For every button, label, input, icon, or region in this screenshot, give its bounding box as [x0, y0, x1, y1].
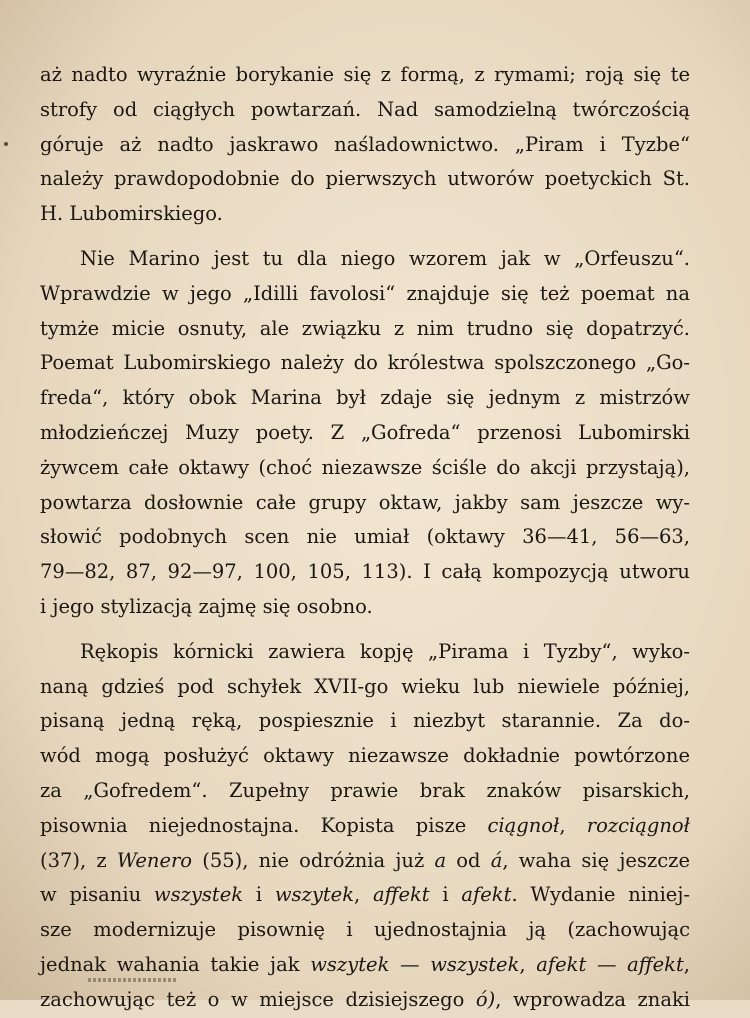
paragraph-1 [40, 58, 690, 232]
text-line: wód mogą posłużyć oktawy niezawsze dokładnie powtórzone [40, 744, 690, 768]
text-line [40, 809, 690, 844]
text-line: za „Gofredem“. Zupełny prawie brak znaków pisarskich, [40, 778, 690, 802]
text-line [40, 878, 690, 913]
text-run: , [683, 952, 690, 976]
italic-run: afekt — affekt [536, 952, 684, 976]
text-run: od [446, 848, 491, 872]
italic-run: affekt [373, 883, 430, 907]
page-edge-rule [88, 978, 176, 982]
body-text [40, 58, 690, 1018]
text-line: strofy od ciągłych powtarzań. Nad samodzielną twórczością [40, 97, 690, 121]
text-line: sze modernizuje pisownię i ujednostajnia ją (zachowując [40, 918, 690, 942]
text-run: w pisaniu [40, 883, 154, 907]
italic-run: wszytek — wszystek [310, 952, 520, 976]
italic-run: afekt [461, 883, 512, 907]
text-run: i [243, 883, 275, 907]
text-run: , [519, 952, 537, 976]
italic-run: a [434, 848, 447, 872]
text-run: jednak wahania takie jak [40, 952, 311, 976]
paragraph-3 [40, 635, 690, 1018]
text-run: pisownia niejednostajna. Kopista pisze [40, 813, 488, 837]
text-line: tymże micie osnuty, ale związku z nim trudno się dopatrzyć. [40, 316, 690, 340]
text-run: , [559, 813, 587, 837]
text-line: freda“, który obok Marina był zdaje się jednym z mistrzów [40, 386, 690, 410]
text-run: zachowując też o w miejsce dzisiejszego [40, 987, 476, 1011]
text-line: żywcem całe oktawy (choć niezawsze ściśle do akcji przystają), [40, 455, 690, 479]
text-run: . Wydanie niniej- [511, 883, 690, 907]
text-line [40, 983, 690, 1018]
ink-speck [4, 142, 8, 146]
text-run: , [354, 883, 373, 907]
text-run: (55), nie odróżnia już [192, 848, 435, 872]
text-line: Nie Marino jest tu dla niego wzorem jak w „Orfeuszu“. [80, 246, 690, 270]
text-line: góruje aż nadto jaskrawo naśladownictwo. „Piram i Tyzbe“ [40, 132, 690, 156]
paragraph-gap [40, 232, 690, 242]
italic-run: Wenero [116, 848, 193, 872]
text-line: pisaną jedną ręką, pospiesznie i niezbyt starannie. Za do- [40, 709, 690, 733]
text-line: 79—82, 87, 92—97, 100, 105, 113). I całą kompozycją utworu [40, 560, 690, 584]
text-run: (37), z [40, 848, 117, 872]
text-line: aż nadto wyraźnie borykanie się z formą, z rymami; roją się te [40, 63, 690, 86]
italic-run: ó) [475, 987, 496, 1011]
text-line: powtarza dosłownie całe grupy oktaw, jakby sam jeszcze wy- [40, 490, 690, 514]
text-run: i [429, 883, 462, 907]
text-line: H. Lubomirskiego. [40, 202, 223, 226]
text-line: Poemat Lubomirskiego należy do królestwa spolszczonego „Go- [40, 351, 690, 375]
italic-run: wszytek [274, 883, 355, 907]
text-line: Wprawdzie w jego „Idilli favolosi“ znajduje się też poemat na [40, 281, 690, 305]
italic-run: ciągnoł [487, 813, 560, 837]
italic-run: wszystek [153, 883, 244, 907]
text-line: naną gdzieś pod schyłek XVII-go wieku lub niewiele później, [40, 674, 690, 698]
italic-run: á [490, 848, 503, 872]
text-line [40, 844, 690, 879]
text-line: Rękopis kórnicki zawiera kopję „Pirama i Tyzby“, wyko- [80, 639, 690, 663]
italic-run: rozciągnoł [586, 813, 690, 837]
text-line: należy prawdopodobnie do pierwszych utworów poetyckich St. [40, 167, 690, 191]
text-run: , waha się jeszcze [502, 848, 690, 872]
text-run: , wprowadza znaki [495, 987, 690, 1011]
text-line: i jego stylizacją zajmę się osobno. [40, 594, 373, 618]
paragraph-2 [40, 242, 690, 625]
paragraph-gap [40, 625, 690, 635]
text-line: słowić podobnych scen nie umiał (oktawy 36—41, 56—63, [40, 525, 690, 549]
text-line: młodzieńczej Muzy poety. Z „Gofreda“ przenosi Lubomirski [40, 420, 690, 444]
